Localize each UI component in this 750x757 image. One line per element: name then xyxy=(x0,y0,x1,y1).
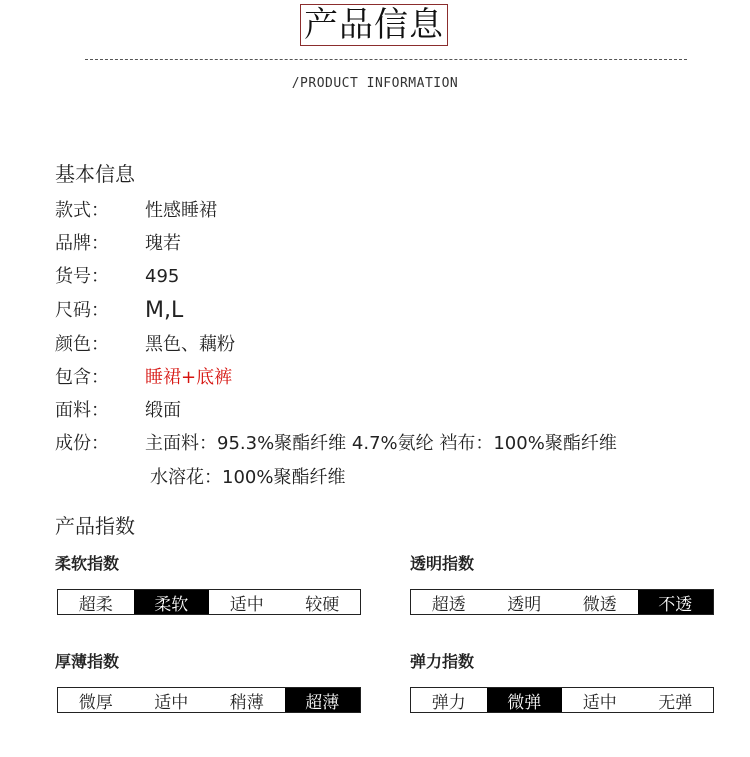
scale-option: 无弹 xyxy=(658,692,693,713)
softness-scale xyxy=(57,589,361,615)
info-label: 成份： xyxy=(55,433,109,454)
info-value: 睡裙+底裤 xyxy=(145,367,233,388)
scale-option: 超柔 xyxy=(78,594,113,615)
scale-option: 柔软 xyxy=(134,590,210,614)
info-label: 面料： xyxy=(55,400,109,421)
info-label: 颜色： xyxy=(55,334,109,355)
scale-option: 微弹 xyxy=(487,688,563,712)
info-label: 款式： xyxy=(55,200,109,221)
info-label: 尺码： xyxy=(55,300,109,321)
scale-option: 弹力 xyxy=(431,692,466,713)
info-value: 缎面 xyxy=(145,400,181,421)
scale-option: 适中 xyxy=(229,594,264,615)
scale-option: 超透 xyxy=(431,594,466,615)
scale-option: 适中 xyxy=(154,692,189,713)
scale-option: 透明 xyxy=(507,594,542,615)
info-value: 495 xyxy=(145,266,180,287)
scale-option: 不透 xyxy=(638,590,714,614)
softness-title: 柔软指数 xyxy=(55,554,120,573)
info-value: M,L xyxy=(145,298,184,323)
transparency-title: 透明指数 xyxy=(410,554,475,573)
scale-option: 微透 xyxy=(582,594,617,615)
scale-option: 适中 xyxy=(582,692,617,713)
scale-option: 超薄 xyxy=(285,688,361,712)
dashed-divider xyxy=(85,59,687,60)
elasticity-title: 弹力指数 xyxy=(410,652,475,671)
info-value: 性感睡裙 xyxy=(145,200,217,221)
info-value: 主面料：95.3%聚酯纤维 4.7%氨纶 裆布：100%聚酯纤维 xyxy=(145,433,617,454)
info-label: 品牌： xyxy=(55,233,109,254)
thickness-title: 厚薄指数 xyxy=(55,652,120,671)
info-label: 货号： xyxy=(55,266,109,287)
info-label: 包含： xyxy=(55,367,109,388)
transparency-scale xyxy=(410,589,714,615)
elasticity-scale xyxy=(410,687,714,713)
info-value: 瑰若 xyxy=(145,233,181,254)
basic-info-heading: 基本信息 xyxy=(55,162,135,186)
scale-option: 较硬 xyxy=(305,594,340,615)
thickness-scale xyxy=(57,687,361,713)
composition-continued: 水溶花：100%聚酯纤维 xyxy=(150,467,346,488)
scale-option: 微厚 xyxy=(78,692,113,713)
info-value: 黑色、藕粉 xyxy=(145,334,235,355)
indices-heading: 产品指数 xyxy=(55,514,135,538)
page-title: 产品信息 xyxy=(300,4,448,46)
scale-option: 稍薄 xyxy=(229,692,264,713)
page-subtitle: /PRODUCT INFORMATION xyxy=(291,76,459,91)
